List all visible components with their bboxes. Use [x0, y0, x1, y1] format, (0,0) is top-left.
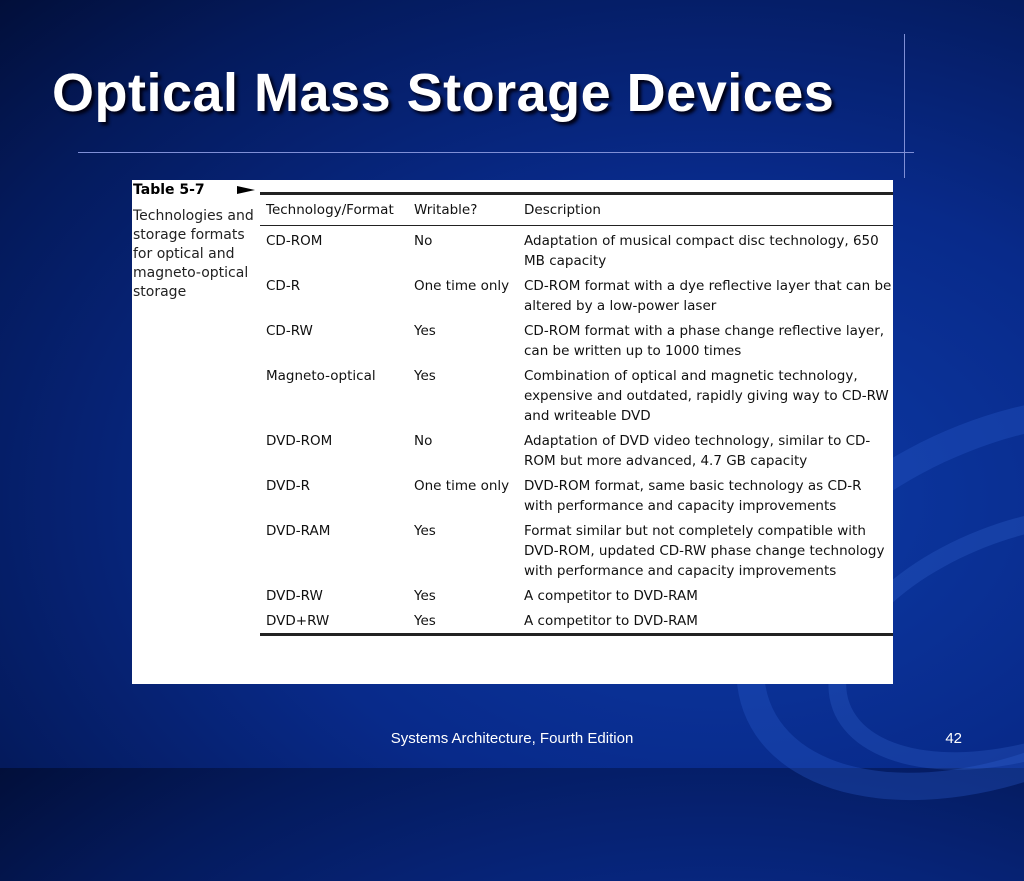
table-figure — [132, 180, 893, 684]
description-cell: DVD-ROM format, same basic technology as CD-R with performance and capacity improvements — [524, 478, 862, 514]
technology-cell: DVD-RW — [266, 588, 323, 604]
technology-cell: CD-RW — [266, 323, 313, 339]
technology-cell: CD-R — [266, 278, 301, 294]
table-caption-text: Technologies and storage formats for optical and magneto-optical storage — [133, 208, 254, 300]
column-header-technology: Technology/Format — [260, 194, 408, 226]
table-row — [260, 471, 893, 516]
writable-cell: Yes — [414, 323, 436, 339]
storage-formats-table — [260, 192, 893, 636]
description-cell: Format similar but not completely compatible with DVD-ROM, updated CD-RW phase change technology with performance and capacity improvements — [524, 523, 885, 579]
slide-footer: Systems Architecture, Fourth Edition — [390, 730, 634, 747]
table-row — [260, 361, 893, 426]
description-cell: Adaptation of DVD video technology, similar to CD-ROM but more advanced, 4.7 GB capacity — [524, 433, 871, 469]
table-row — [260, 606, 893, 635]
writable-cell: No — [414, 433, 433, 449]
description-cell: CD-ROM format with a dye reflective layer that can be altered by a low-power laser — [524, 278, 892, 314]
arrow-right-icon — [237, 186, 255, 194]
writable-cell: Yes — [414, 368, 436, 384]
description-cell: CD-ROM format with a phase change reflective layer, can be written up to 1000 times — [524, 323, 885, 359]
technology-cell: DVD-RAM — [266, 523, 331, 539]
title-divider-horizontal — [78, 152, 914, 153]
table-header-row — [260, 194, 893, 226]
description-cell: Adaptation of musical compact disc technology, 650 MB capacity — [524, 233, 879, 269]
writable-cell: One time only — [414, 478, 510, 494]
description-cell: A competitor to DVD-RAM — [518, 606, 893, 635]
title-divider-vertical — [904, 34, 905, 178]
technology-cell: DVD-R — [266, 478, 311, 494]
table-row — [260, 226, 893, 272]
description-cell: A competitor to DVD-RAM — [524, 588, 698, 604]
table-row — [260, 581, 893, 606]
writable-cell: Yes — [414, 588, 436, 604]
technology-cell: Magneto-optical — [266, 368, 376, 384]
writable-cell: Yes — [408, 606, 518, 635]
table-row — [260, 516, 893, 581]
column-header-writable: Writable? — [408, 194, 518, 226]
table-caption — [133, 182, 255, 302]
technology-cell: DVD-ROM — [266, 433, 333, 449]
page-number: 42 — [945, 730, 962, 747]
technology-cell: CD-ROM — [266, 233, 323, 249]
writable-cell: No — [414, 233, 433, 249]
writable-cell: One time only — [414, 278, 510, 294]
writable-cell: Yes — [414, 523, 436, 539]
description-cell: Combination of optical and magnetic technology, expensive and outdated, rapidly giving way to CD-RW and writeable DVD — [524, 368, 889, 424]
slide-title: Optical Mass Storage Devices — [52, 63, 835, 123]
technology-cell: DVD+RW — [260, 606, 408, 635]
column-header-description: Description — [518, 194, 893, 226]
table-row — [260, 271, 893, 316]
table-label: Table 5-7 — [133, 182, 205, 198]
table-row — [260, 426, 893, 471]
table-row — [260, 316, 893, 361]
